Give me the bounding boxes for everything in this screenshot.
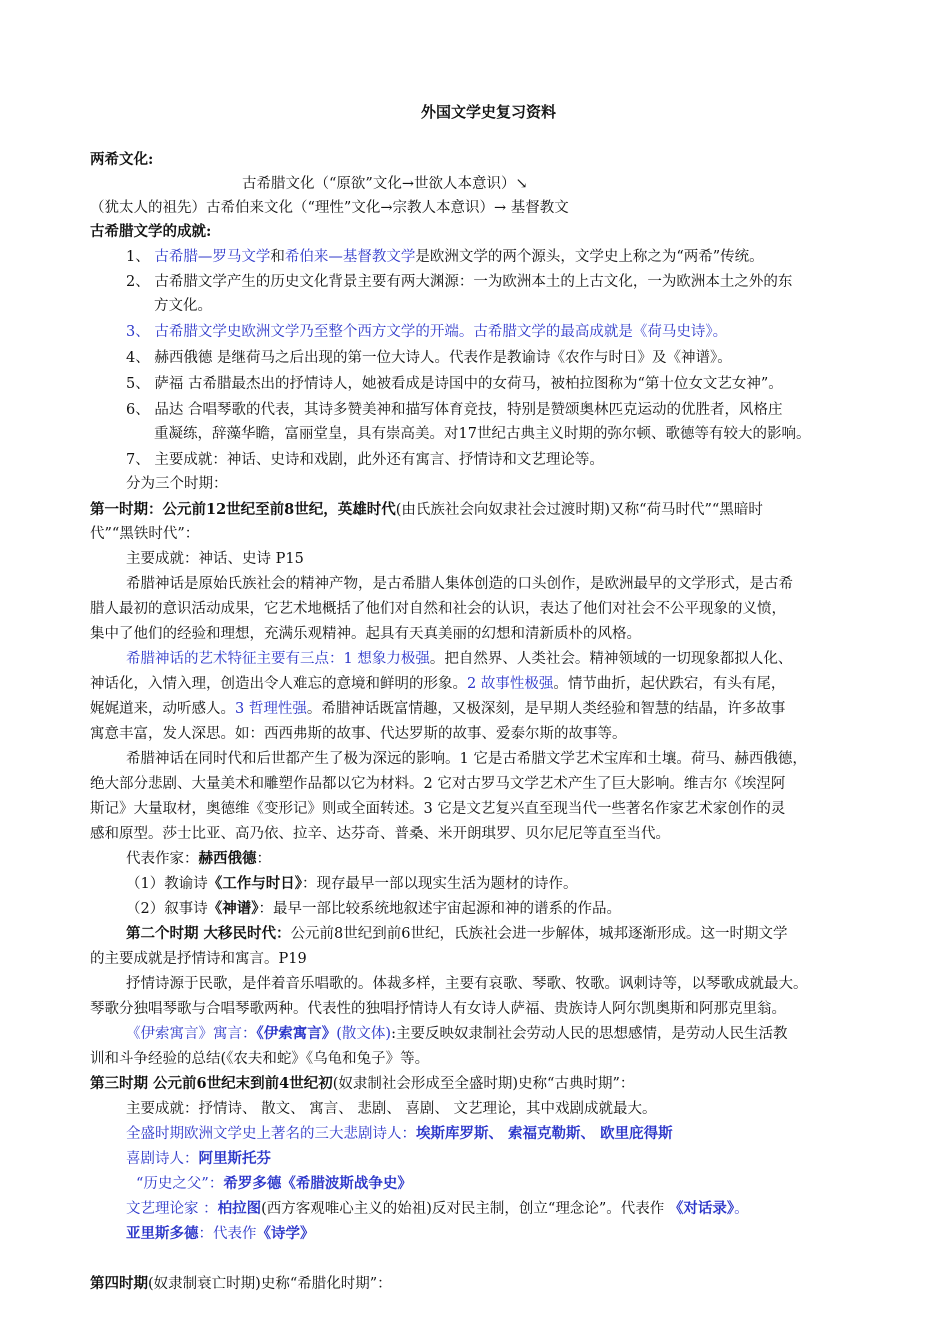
author-name: 赫西俄德 — [198, 850, 257, 867]
text-line: 斯记》大量取材，奥德维《变形记》则或全面转述。3 它是文艺复兴直至现当代一些著名作家艺术家创作的灵 — [90, 801, 786, 817]
period-title: 第一时期：公元前12世纪至前8世纪，英雄时代 — [90, 501, 396, 518]
text-line — [90, 697, 785, 721]
plain-text: (奴隶制社会形成至全盛时期)史称“古典时期”： — [332, 1076, 635, 1092]
work-title: 《神谱》 — [207, 900, 259, 917]
list-item: 4、 赫西俄德 是继荷马之后出现的第一位大诗人。代表作是教谕诗《农作与时日》及《神谱》。 — [126, 350, 732, 366]
text-line: 感和原型。莎士比亚、高乃依、拉辛、达芬奇、普桑、米开朗琪罗、贝尔尼尼等直至当代。 — [90, 826, 670, 842]
plain-text: 。情节曲折，起伏跌宕，有头有尾， — [553, 676, 786, 692]
section-heading-greek-achievements: 古希腊文学的成就: — [90, 223, 212, 240]
plain-text: (奴隶制衰亡时期)史称“希腊化时期”： — [148, 1276, 392, 1292]
text-line: 主要成就：神话、史诗 P15 — [126, 551, 304, 567]
plain-text: :主要反映奴隶制社会劳动人民的思想感情，是劳动人民生活教 — [391, 1026, 788, 1042]
text-line: 集中了他们的经验和理想，充满乐观精神。起具有天真美丽的幻想和清新质朴的风格。 — [90, 626, 641, 642]
author-name: 阿里斯托芬 — [198, 1150, 271, 1167]
plain-text: 娓娓道来，动听感人。 — [90, 701, 235, 717]
list-item: 2、 古希腊文学产生的历史文化背景主要有两大渊源：一为欧洲本土的上古文化，一为欧洲本土之外的东 — [126, 274, 793, 290]
text-line — [126, 872, 577, 896]
text-line: 琴歌分独唱琴歌与合唱琴歌两种。代表性的独唱抒情诗人有女诗人萨福、贵族诗人阿尔凯奥斯和阿那克里翁。 — [90, 1001, 786, 1017]
text-line — [136, 1172, 412, 1196]
author-name: 亚里斯多德 — [126, 1225, 199, 1242]
text-line: 重凝练，辞藻华瞻，富丽堂皇，具有崇高美。对17世纪古典主义时期的弥尔顿、歌德等有较大的影响。 — [154, 426, 811, 442]
text-line: 主要成就：抒情诗、 散文、 寓言、 悲剧、 喜剧、 文艺理论，其中戏剧成就最大。 — [126, 1101, 657, 1117]
text-line: 的主要成就是抒情诗和寓言。P19 — [90, 951, 307, 967]
author-name: 希罗多德《希腊波斯战争史》 — [223, 1175, 412, 1192]
period-heading — [126, 922, 788, 946]
text-line — [126, 1222, 315, 1246]
text-line: 腊人最初的意识活动成果，它艺术地概括了他们对自然和社会的认识，表达了他们对社会不公平现象的义愤， — [90, 601, 786, 617]
text-line: 方文化。 — [154, 298, 212, 314]
text-line — [126, 647, 792, 671]
document-title: 外国文学史复习资料 — [421, 103, 557, 121]
text-line — [126, 1022, 787, 1046]
list-item: 5、 萨福 古希腊最杰出的抒情诗人，她被看成是诗国中的女荷马，被柏拉图称为“第十位女文艺女神”。 — [126, 376, 783, 392]
highlight-text: 《伊索寓言》寓言： — [126, 1026, 257, 1042]
text-line — [90, 672, 785, 696]
period-title: 第三时期 公元前6世纪末到前4世纪初 — [90, 1075, 333, 1092]
text-line: 希腊神话是原始氏族社会的精神产物，是古希腊人集体创造的口头创作，是欧洲最早的文学形式，是古希 — [126, 576, 793, 592]
text-line — [126, 897, 621, 921]
highlight-text: 全盛时期欧洲文学史上著名的三大悲剧诗人： — [126, 1126, 416, 1142]
list-item — [126, 245, 764, 269]
highlight-text: (散文体) — [336, 1026, 392, 1042]
text-line — [126, 1147, 271, 1171]
text-line: 寓意丰富，发人深思。如：西西弗斯的故事、代达罗斯的故事、爱泰尔斯的故事等。 — [90, 726, 627, 742]
plain-text: (西方客观唯心主义的始祖)反对民主制，创立“理念论”。代表作 — [261, 1201, 669, 1217]
period-title: 第四时期 — [90, 1275, 148, 1292]
highlight-text: 3 哲理性强 — [235, 701, 307, 717]
plain-text: 和 — [270, 249, 285, 265]
period-heading — [90, 498, 763, 522]
period-heading — [90, 1272, 392, 1296]
plain-text: ：现存最早一部以现实生活为题材的诗作。 — [301, 876, 578, 892]
text-line: 希腊神话在同时代和后世都产生了极为深远的影响。1 它是古希腊文学艺术宝库和土壤。荷马、赫西俄德， — [126, 751, 807, 767]
text-line: 抒情诗源于民歌，是伴着音乐唱歌的。体裁多样，主要有哀歌、琴歌、牧歌。讽刺诗等，以琴歌成就最大。 — [126, 976, 808, 992]
work-title: 《工作与时日》 — [207, 875, 302, 892]
highlight-text: 。 — [734, 1201, 749, 1217]
item-number: 1、 — [126, 249, 155, 265]
period-title: 第二个时期 大移民时代： — [126, 925, 291, 942]
plain-text: （2）叙事诗 — [126, 901, 208, 917]
highlight-text: 2 故事性极强 — [467, 676, 554, 692]
text-line: 训和斗争经验的总结(《农夫和蛇》《乌龟和兔子》等。 — [90, 1051, 430, 1067]
highlight-text: 希伯来—基督教文学 — [284, 249, 416, 265]
highlight-text: 希腊神话的艺术特征主要有三点：1 想象力极强 — [126, 651, 430, 667]
list-item: 7、 主要成就：神话、史诗和戏剧，此外还有寓言、抒情诗和文艺理论等。 — [126, 452, 604, 468]
highlight-text: “历史之父”： — [136, 1176, 224, 1192]
text-line — [126, 1197, 749, 1221]
plain-text: ：最早一部比较系统地叙述宇宙起源和神的谱系的作品。 — [258, 901, 621, 917]
text-line — [126, 847, 271, 871]
plain-text: (由氏族社会向奴隶社会过渡时期)又称“荷马时代”“黑暗时 — [395, 502, 763, 518]
plain-text: 。把自然界、人类社会。精神领域的一切现象都拟人化、 — [429, 651, 793, 667]
author-name: 柏拉图 — [217, 1200, 262, 1217]
highlight-text: 古希腊—罗马文学 — [154, 249, 271, 265]
plain-text: 是欧洲文学的两个源头，文学史上称之为“两希”传统。 — [415, 249, 764, 265]
section-heading-two-hellas: 两希文化: — [90, 151, 154, 168]
highlight-text: ：代表作 — [198, 1226, 257, 1242]
text-line: 绝大部分悲剧、大量美术和雕塑作品都以它为材料。2 它对古罗马文学艺术产生了巨大影响。维吉尔《埃涅阿 — [90, 776, 786, 792]
highlight-text: 文艺理论家 ： — [126, 1201, 218, 1217]
plain-text: 。希腊神话既富情趣，又极深刻，是早期人类经验和智慧的结晶，许多故事 — [306, 701, 786, 717]
list-item: 6、 品达 合唱琴歌的代表，其诗多赞美神和描写体育竞技，特别是赞颂奥林匹克运动的优胜者，风格庄 — [126, 402, 783, 418]
list-item — [126, 320, 727, 344]
work-title: 《诗学》 — [256, 1225, 315, 1242]
text-line: 古希腊文化（“原欲”文化→世欲人本意识）↘ — [242, 176, 528, 192]
plain-text: 代表作家： — [126, 851, 199, 867]
text-line — [126, 1122, 673, 1146]
plain-text: 公元前8世纪到前6世纪，氏族社会进一步解体，城邦逐渐形成。这一时期文学 — [290, 926, 788, 942]
text-line: 分为三个时期： — [126, 476, 228, 492]
highlight-text: 喜剧诗人： — [126, 1151, 199, 1167]
work-title: 《伊索寓言》 — [256, 1025, 337, 1042]
plain-text: 3、 古希腊文学史欧洲文学乃至整个西方文学的开端。 — [126, 324, 474, 340]
work-title: 《对话录》 — [668, 1200, 735, 1217]
highlight-text: 古希腊文学的最高成就是《荷马史诗》。 — [473, 324, 728, 340]
plain-text: 神话化，入情入理，创造出令人难忘的意境和鲜明的形象。 — [90, 676, 467, 692]
period-heading — [90, 1072, 634, 1096]
author-names: 埃斯库罗斯、 索福克勒斯、 欧里庇得斯 — [416, 1125, 673, 1142]
text-line: 代”“黑铁时代”： — [90, 526, 200, 542]
plain-text: （1）教谕诗 — [126, 876, 208, 892]
text-line: （犹太人的祖先）古希伯来文化（“理性”文化→宗教人本意识）→ 基督教文 — [90, 200, 569, 216]
plain-text: ： — [256, 851, 271, 867]
